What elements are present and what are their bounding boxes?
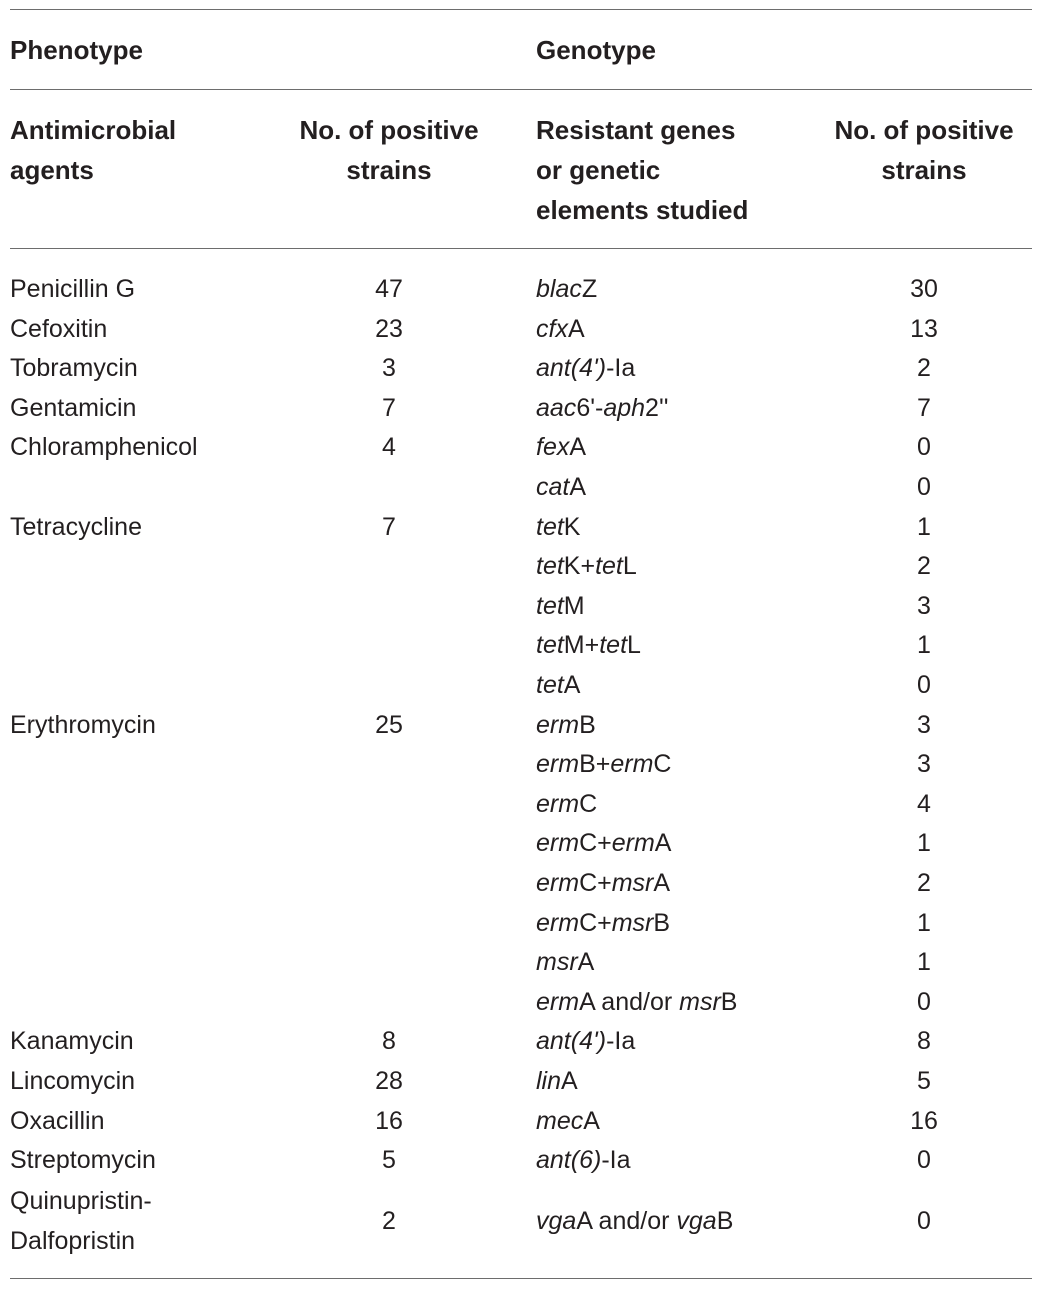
gene-cell: fexA bbox=[536, 433, 587, 462]
phenotype-count-cell: 28 bbox=[375, 1067, 403, 1095]
gene-cell: ermB+ermC bbox=[536, 750, 672, 779]
genotype-count-cell: 0 bbox=[917, 1146, 931, 1175]
table-row bbox=[0, 587, 1040, 627]
agent-cell: Quinupristin- Dalfopristin bbox=[10, 1187, 152, 1255]
table-row bbox=[0, 1102, 1040, 1142]
table-row bbox=[0, 864, 1040, 904]
gene-cell: aac6'-aph2'' bbox=[536, 393, 669, 422]
phenotype-count-cell: 3 bbox=[382, 354, 396, 383]
gene-cell: ermC+ermA bbox=[536, 829, 672, 858]
table-row bbox=[0, 468, 1040, 508]
table-row bbox=[0, 349, 1040, 389]
phenotype-header: Phenotype bbox=[10, 35, 143, 65]
gene-cell: blacZ bbox=[536, 275, 598, 303]
genotype-count-cell: 8 bbox=[917, 1027, 931, 1056]
gene-cell: ant(4')-Ia bbox=[536, 1027, 636, 1056]
genotype-header: Genotype bbox=[536, 35, 656, 65]
gene-cell: ant(4')-Ia bbox=[536, 354, 636, 383]
phenotype-count-cell: 7 bbox=[382, 512, 396, 541]
genotype-count-cell: 1 bbox=[917, 512, 931, 541]
col-header-genes: Resistant genes or genetic elements studied bbox=[536, 115, 749, 225]
table-top-rule bbox=[10, 9, 1032, 10]
genotype-count-cell: 3 bbox=[917, 750, 931, 779]
genotype-count-cell: 0 bbox=[917, 433, 931, 462]
table-row bbox=[0, 626, 1040, 666]
table-row bbox=[0, 547, 1040, 587]
genotype-count-cell: 0 bbox=[917, 987, 931, 1016]
gene-cell: tetM bbox=[536, 591, 585, 620]
phenotype-count-cell: 23 bbox=[375, 314, 403, 343]
agent-cell: Tobramycin bbox=[10, 354, 138, 383]
gene-cell: ermA and/or msrB bbox=[536, 987, 738, 1016]
gene-cell: ermC bbox=[536, 789, 598, 818]
table-row bbox=[0, 706, 1040, 746]
genotype-count-cell: 1 bbox=[917, 948, 931, 977]
phenotype-count-cell: 8 bbox=[382, 1027, 396, 1056]
col-header-agents: Antimicrobial agents bbox=[10, 115, 177, 185]
table-row bbox=[0, 1182, 1040, 1261]
table-row bbox=[0, 389, 1040, 429]
gene-cell: catA bbox=[536, 473, 587, 501]
genotype-count-cell: 5 bbox=[917, 1067, 931, 1095]
gene-cell: ant(6)-Ia bbox=[536, 1146, 631, 1175]
table-row bbox=[0, 943, 1040, 983]
table-row bbox=[0, 904, 1040, 944]
col-header-positive-phenotype: No. of positive strains bbox=[299, 115, 479, 185]
agent-cell: Oxacillin bbox=[10, 1106, 105, 1135]
col-header-positive-genotype: No. of positive strains bbox=[834, 115, 1014, 185]
table-bottom-rule bbox=[10, 1278, 1032, 1279]
agent-cell: Lincomycin bbox=[10, 1067, 136, 1095]
genotype-count-cell: 7 bbox=[917, 393, 931, 422]
gene-cell: tetK bbox=[536, 512, 581, 541]
gene-cell: mecA bbox=[536, 1106, 600, 1135]
gene-cell: linA bbox=[536, 1067, 578, 1095]
agent-cell: Erythromycin bbox=[10, 710, 156, 739]
genotype-count-cell: 0 bbox=[917, 473, 931, 501]
gene-cell: ermC+msrB bbox=[536, 908, 671, 937]
gene-cell: ermC+msrA bbox=[536, 869, 671, 897]
agent-cell: Gentamicin bbox=[10, 393, 137, 422]
agent-cell: Cefoxitin bbox=[10, 314, 108, 343]
phenotype-count-cell: 2 bbox=[382, 1206, 396, 1235]
genotype-count-cell: 13 bbox=[910, 314, 938, 343]
genotype-count-cell: 2 bbox=[917, 354, 931, 383]
table-row bbox=[0, 1062, 1040, 1102]
table-row bbox=[0, 508, 1040, 548]
table-row bbox=[0, 824, 1040, 864]
agent-cell: Tetracycline bbox=[10, 512, 142, 541]
phenotype-count-cell: 47 bbox=[375, 275, 403, 303]
genotype-count-cell: 1 bbox=[917, 829, 931, 858]
genotype-count-cell: 16 bbox=[910, 1106, 938, 1135]
genotype-count-cell: 0 bbox=[917, 1206, 931, 1235]
genotype-count-cell: 3 bbox=[917, 710, 931, 739]
genotype-count-cell: 3 bbox=[917, 591, 931, 620]
genotype-count-cell: 30 bbox=[910, 275, 938, 303]
gene-cell: msrA bbox=[536, 948, 595, 977]
agent-cell: Kanamycin bbox=[10, 1027, 134, 1056]
agent-cell: Streptomycin bbox=[10, 1146, 156, 1175]
genotype-count-cell: 4 bbox=[917, 789, 931, 818]
table-row bbox=[0, 983, 1040, 1023]
phenotype-count-cell: 5 bbox=[382, 1146, 396, 1175]
genotype-count-cell: 0 bbox=[917, 671, 931, 699]
table-row bbox=[0, 310, 1040, 350]
table-row bbox=[0, 428, 1040, 468]
gene-cell: tetM+tetL bbox=[536, 631, 641, 660]
phenotype-count-cell: 7 bbox=[382, 393, 396, 422]
genotype-count-cell: 2 bbox=[917, 869, 931, 897]
agent-cell: Chloramphenicol bbox=[10, 433, 198, 462]
phenotype-count-cell: 4 bbox=[382, 433, 396, 462]
gene-cell: tetK+tetL bbox=[536, 552, 637, 581]
table-row bbox=[0, 1141, 1040, 1181]
genotype-count-cell: 1 bbox=[917, 631, 931, 660]
table-row bbox=[0, 745, 1040, 785]
gene-cell: cfxA bbox=[536, 314, 585, 343]
table-row bbox=[0, 1022, 1040, 1062]
gene-cell: tetA bbox=[536, 671, 581, 699]
header-bottom-rule bbox=[10, 248, 1032, 249]
genotype-count-cell: 1 bbox=[917, 908, 931, 937]
genotype-count-cell: 2 bbox=[917, 552, 931, 581]
phenotype-count-cell: 16 bbox=[375, 1106, 403, 1135]
gene-cell: vgaA and/or vgaB bbox=[536, 1206, 734, 1235]
gene-cell: ermB bbox=[536, 710, 596, 739]
table-row bbox=[0, 785, 1040, 825]
table-row bbox=[0, 270, 1040, 310]
phenotype-count-cell: 25 bbox=[375, 710, 403, 739]
agent-cell: Penicillin G bbox=[10, 275, 136, 303]
table-row bbox=[0, 666, 1040, 706]
group-header-rule bbox=[10, 89, 1032, 90]
